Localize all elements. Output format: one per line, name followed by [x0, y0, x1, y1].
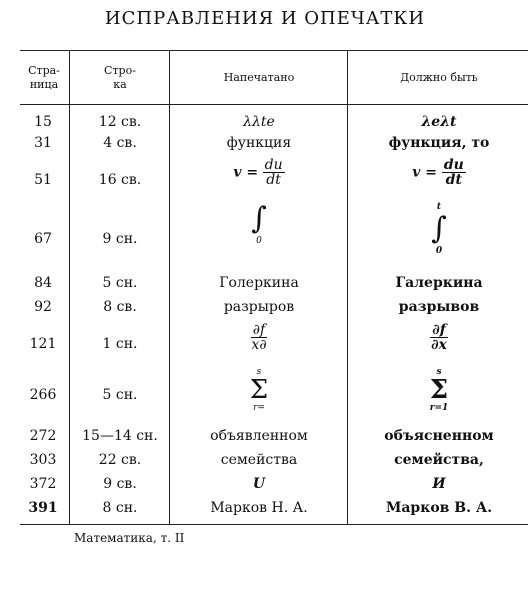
- should-be-cell: Галеркина: [395, 275, 483, 291]
- header-should-be: Должно быть: [400, 71, 478, 84]
- line-cell: 8 св.: [103, 299, 137, 315]
- page-cell: 303: [29, 452, 57, 468]
- line-cell: 9 сн.: [102, 231, 138, 247]
- line-cell: 1 сн.: [102, 336, 138, 352]
- line-cell: 12 св.: [98, 114, 142, 130]
- page-title: ИСПРАВЛЕНИЯ И ОПЕЧАТКИ: [104, 8, 426, 29]
- should-be-formula: v = $\frac{du}{dt}$: [412, 157, 464, 188]
- header-printed: Напечатано: [223, 71, 295, 84]
- page-cell: 391: [28, 500, 58, 516]
- page-cell: 121: [29, 336, 57, 352]
- printed-cell: разрыров: [223, 299, 295, 315]
- line-cell: 16 св.: [98, 172, 142, 188]
- should-be-cell: И: [432, 476, 446, 492]
- printed-cell: семейства: [220, 452, 298, 468]
- should-be-cell: семейства,: [394, 452, 484, 468]
- column-divider: [347, 50, 348, 525]
- page-cell: 266: [29, 387, 57, 403]
- should-be-formula: $\frac{\partial f}{\partial x}$: [431, 322, 447, 353]
- footer-note: Математика, т. II: [74, 531, 185, 545]
- printed-formula: ∫ 0: [251, 201, 267, 246]
- line-cell: 15—14 сн.: [82, 428, 158, 444]
- line-cell: 9 св.: [103, 476, 137, 492]
- line-cell: 22 св.: [98, 452, 142, 468]
- header-page: Стра- ница: [28, 64, 60, 91]
- should-be-cell: функция, то: [388, 135, 490, 151]
- page-cell: 67: [34, 231, 52, 247]
- header-bottom-rule: [20, 104, 528, 105]
- should-be-cell: λeλt: [421, 114, 457, 130]
- table-bottom-rule: [20, 524, 528, 525]
- table-top-rule: [20, 50, 528, 51]
- printed-formula: $\frac{\partial f}{x\partial}$: [251, 322, 267, 353]
- page-cell: 272: [29, 428, 57, 444]
- printed-cell: объявленном: [210, 428, 308, 444]
- should-be-cell: Марков В. А.: [385, 500, 493, 516]
- line-cell: 5 сн.: [102, 275, 138, 291]
- column-divider: [69, 50, 70, 525]
- page-cell: 84: [34, 275, 52, 291]
- line-cell: 8 сн.: [102, 500, 138, 516]
- printed-cell: Марков Н. А.: [210, 500, 308, 516]
- line-cell: 4 св.: [103, 135, 137, 151]
- column-divider: [169, 50, 170, 525]
- header-line: Стро- ка: [104, 64, 136, 91]
- should-be-formula: t ∫ 0: [431, 202, 447, 256]
- should-be-cell: разрывов: [398, 299, 480, 315]
- page-cell: 92: [34, 299, 52, 315]
- should-be-cell: объясненном: [384, 428, 494, 444]
- should-be-formula: s Σ r=1: [429, 367, 449, 413]
- line-cell: 5 сн.: [102, 387, 138, 403]
- printed-cell: λλte: [243, 114, 275, 130]
- printed-cell: Голеркина: [219, 275, 299, 291]
- page-cell: 31: [34, 135, 52, 151]
- printed-cell: U: [252, 476, 266, 492]
- printed-cell: функция: [226, 135, 292, 151]
- page-cell: 15: [34, 114, 52, 130]
- printed-formula: v = $\frac{du}{dt}$: [233, 157, 283, 188]
- printed-formula: s Σ r=: [249, 367, 269, 413]
- page-cell: 372: [29, 476, 57, 492]
- page-cell: 51: [34, 172, 52, 188]
